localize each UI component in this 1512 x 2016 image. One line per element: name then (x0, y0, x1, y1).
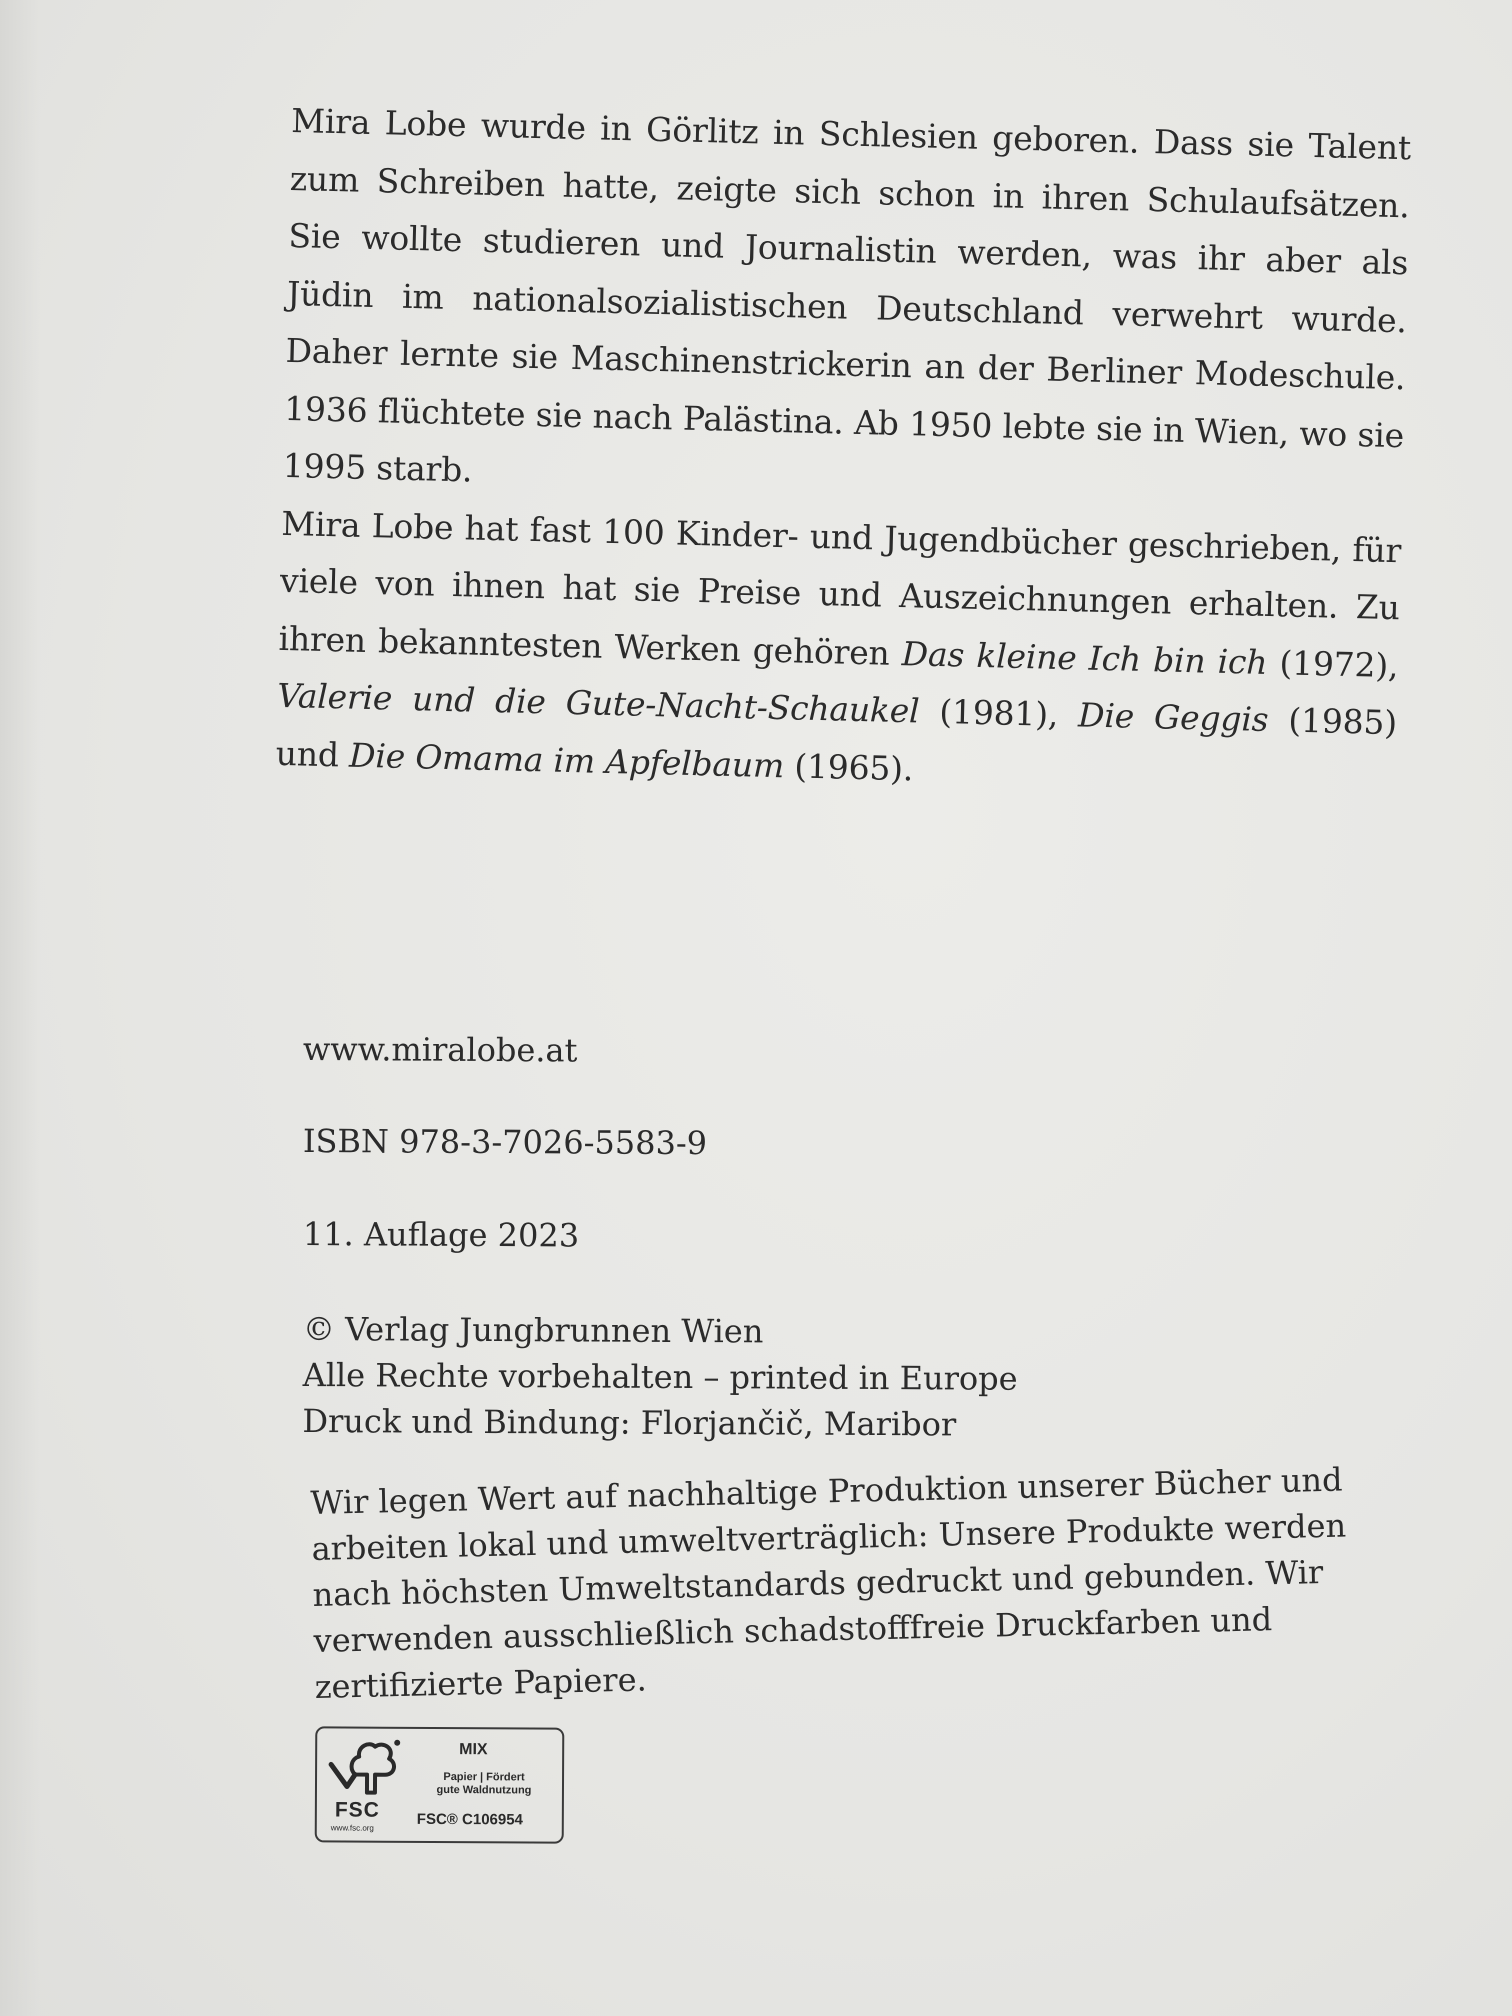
work-year-1: (1972), (1266, 642, 1399, 685)
sustainability-statement: Wir legen Wert auf nachhaltige Produktion unserer Bücher und arbeiten lokal und umweltverträglich: Unsere Produkte werden nach höchsten Umweltstandards gedruckt und gebunden. Wir verwenden ausschließlich schadstofffreie Druckfarben und zertifizierte Papiere. (310, 1460, 1347, 1706)
isbn: ISBN 978-3-7026-5583-9 (302, 1122, 708, 1163)
fsc-letters: FSC (334, 1798, 380, 1822)
copyright-line: © Verlag Jungbrunnen Wien (302, 1310, 764, 1351)
work-title-1: Das kleine Ich bin ich (901, 633, 1268, 682)
fsc-mix-logo (315, 1726, 565, 1843)
fsc-website: www.fsc.org (330, 1823, 374, 1833)
fsc-tree-check-icon (325, 1734, 403, 1798)
fsc-paper-line-2: gute Waldnutzung (436, 1783, 532, 1797)
fsc-mix-label: MIX (459, 1741, 488, 1759)
work-year-3: (1985) und (275, 700, 1398, 775)
copyright-block (302, 1306, 1403, 1450)
work-title-2: Valerie und die Gute-Nacht-Schaukel (276, 675, 920, 731)
work-year-2: (1981), (918, 691, 1079, 735)
work-title-4: Die Omama im Apfelbaum (348, 735, 785, 785)
fsc-license-code: FSC® C106954 (416, 1810, 523, 1829)
bio-paragraph-1: Mira Lobe wurde in Görlitz in Schlesien geboren. Dass sie Talent zum Schreiben hatte, zeigte sich schon in ihren Schulaufsätzen. Sie wollte studieren und Journalistin werden, was ihr aber als Jüdin im nationalsozialistischen Deutschland verwehrt wurde. Daher lernte sie Maschinenstrickerin an der Berliner Modeschule. 1936 flüchtete sie nach Palästina. Ab 1950 lebte sie in Wien, wo sie 1995 starb. (282, 100, 1412, 490)
rights-line: Alle Rechte vorbehalten – printed in Europe (302, 1355, 1018, 1398)
fsc-paper-label (421, 1771, 547, 1798)
author-biography (275, 92, 1412, 809)
author-website: www.miralobe.at (302, 1030, 578, 1070)
work-title-3: Die Geggis (1077, 695, 1269, 740)
bio-paragraph-2 (275, 503, 1401, 787)
edition: 11. Auflage 2023 (302, 1215, 580, 1255)
fsc-paper-line-1: Papier | Fördert (443, 1771, 525, 1784)
work-year-4: (1965). (783, 745, 914, 788)
bio-paragraph-2-text: Mira Lobe hat fast 100 Kinder- und Jugendbücher geschrieben, für viele von ihnen hat sie Preise und Auszeichnungen erhalten. Zu ihren bekanntesten Werken gehören (278, 503, 1402, 673)
printing-line: Druck und Bindung: Florjančič, Maribor (302, 1401, 957, 1444)
